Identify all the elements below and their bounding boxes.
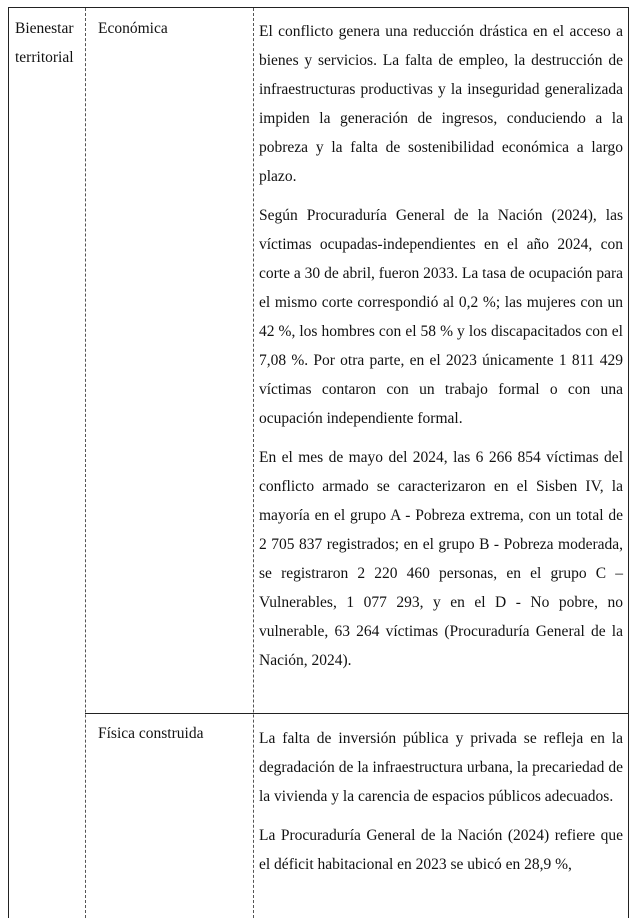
economica-description [259,17,623,685]
subdimension-economica: Económica [98,20,168,37]
paragraph: El conflicto genera una reducción drástica en el acceso a bienes y servicios. La falta de empleo, la destrucción de infraestructuras productivas y la inseguridad generalizada impiden la generación de ingresos, conduciendo a la pobreza y la falta de sostenibilidad económica a largo plazo. [259,23,623,185]
row-divider [85,713,628,714]
dimension-label: Bienestar territorial [15,20,74,66]
paragraph: La Procuraduría General de la Nación (2024) refiere que el déficit habitacional en 2023 se ubicó en 28,9 %, [259,827,623,873]
paragraph: Según Procuraduría General de la Nación (2024), las víctimas ocupadas-independientes en el año 2024, con corte a 30 de abril, fueron 2033. La tasa de ocupación para el mismo corte correspondió al 0,2 %; las mujeres con un 42 %, los hombres con el 58 % y los discapacitados con el 7,08 %. Por otra parte, en el 2023 únicamente 1 811 429 víctimas contaron con un trabajo formal o con una ocupación independiente formal. [259,207,623,427]
column-divider [253,8,254,918]
paragraph: La falta de inversión pública y privada se refleja en la degradación de la infraestructura urbana, la precariedad de la vivienda y la carencia de espacios públicos adecuados. [259,730,623,805]
fisica-construida-description [259,724,623,889]
paragraph: En el mes de mayo del 2024, las 6 266 854 víctimas del conflicto armado se caracterizaron en el Sisben IV, la mayoría en el grupo A - Pobreza extrema, con un total de 2 705 837 registrados; en el grupo B - Pobreza moderada, se registraron 2 220 460 personas, en el grupo C – Vulnerables, 1 077 293, y en el D - No pobre, no vulnerable, 63 264 víctimas (Procuraduría General de la Nación, 2024). [259,449,623,669]
subdimension-fisica-construida: Física construida [98,725,204,742]
column-divider [85,8,86,918]
document-table [8,7,629,918]
